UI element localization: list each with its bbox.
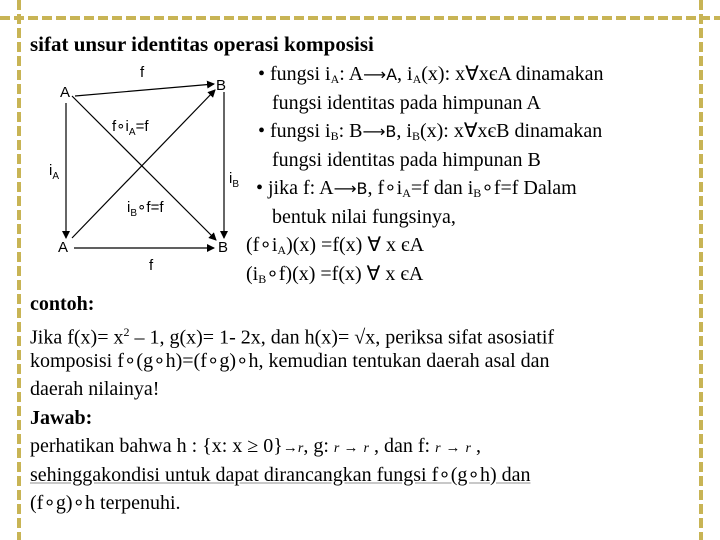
slide-title: sifat unsur identitas operasi komposisi: [30, 32, 374, 56]
label-iB: $i_B$: [229, 170, 240, 190]
label-f-bottom: f: [149, 257, 154, 274]
contoh-line-1: Jika $f(x)= x^2 - 1$, g(x)= 1- 2x, dan h(x)= √x, periksa sifat asosiatif: [30, 325, 555, 349]
bullet-1-line-2: fungsi identitas pada himpunan A: [272, 92, 541, 114]
bullet-3-line-1: • jika f: A⟶B, $f\circ i_A=f$ dan $i_B\circ f=f$ Dalam: [256, 177, 577, 200]
jawab-line-1: perhatikan bahwa h : {x: x ≥ 0}→r, g: r → r , dan f: r → r ,: [30, 435, 481, 457]
node-B-bottom: B: [218, 239, 229, 256]
contoh-heading: contoh:: [30, 293, 95, 315]
bullet-1-line-1: • fungsi $i_A$: A⟶A, $i_A(x)$: x∀xєA dinamakan: [258, 63, 604, 86]
jawab-heading: Jawab:: [30, 407, 93, 429]
bullet-3-line-2: bentuk nilai fungsinya,: [272, 206, 456, 228]
label-iA: $i_A$: [49, 162, 60, 182]
arrow-A-to-B-top: [75, 84, 214, 96]
jawab-line-2: sehinggakondisi untuk dapat dirancangkan fungsi f∘(g∘h) dan: [30, 464, 531, 486]
bullet-2-line-2: fungsi identitas pada himpunan B: [272, 149, 541, 171]
contoh-line-3: daerah nilainya!: [30, 378, 160, 400]
label-f-top: f: [140, 64, 145, 81]
bullet-3-line-3: $(f\circ i_A)(x) =f(x)$ ∀ x єA: [246, 234, 425, 257]
label-iB-compose-f: $i_B\circ f=f$: [127, 199, 164, 219]
node-B-top: B: [216, 77, 227, 94]
bullet-2-line-1: • fungsi $i_B$: B⟶B, $i_B(x)$: x∀xєB dinamakan: [258, 120, 603, 143]
label-f-compose-iA: $f\circ i_A=f$: [112, 118, 149, 138]
node-A-bottom: A: [58, 239, 69, 256]
jawab-line-3: (f∘g)∘h terpenuhi.: [30, 492, 181, 514]
node-A-top: A: [60, 84, 71, 101]
contoh-line-2: komposisi f∘(g∘h)=(f∘g)∘h, kemudian tentukan daerah asal dan: [30, 350, 550, 372]
bullet-3-line-4: $(i_B\circ f)(x) =f(x)$ ∀ x єA: [246, 263, 424, 286]
